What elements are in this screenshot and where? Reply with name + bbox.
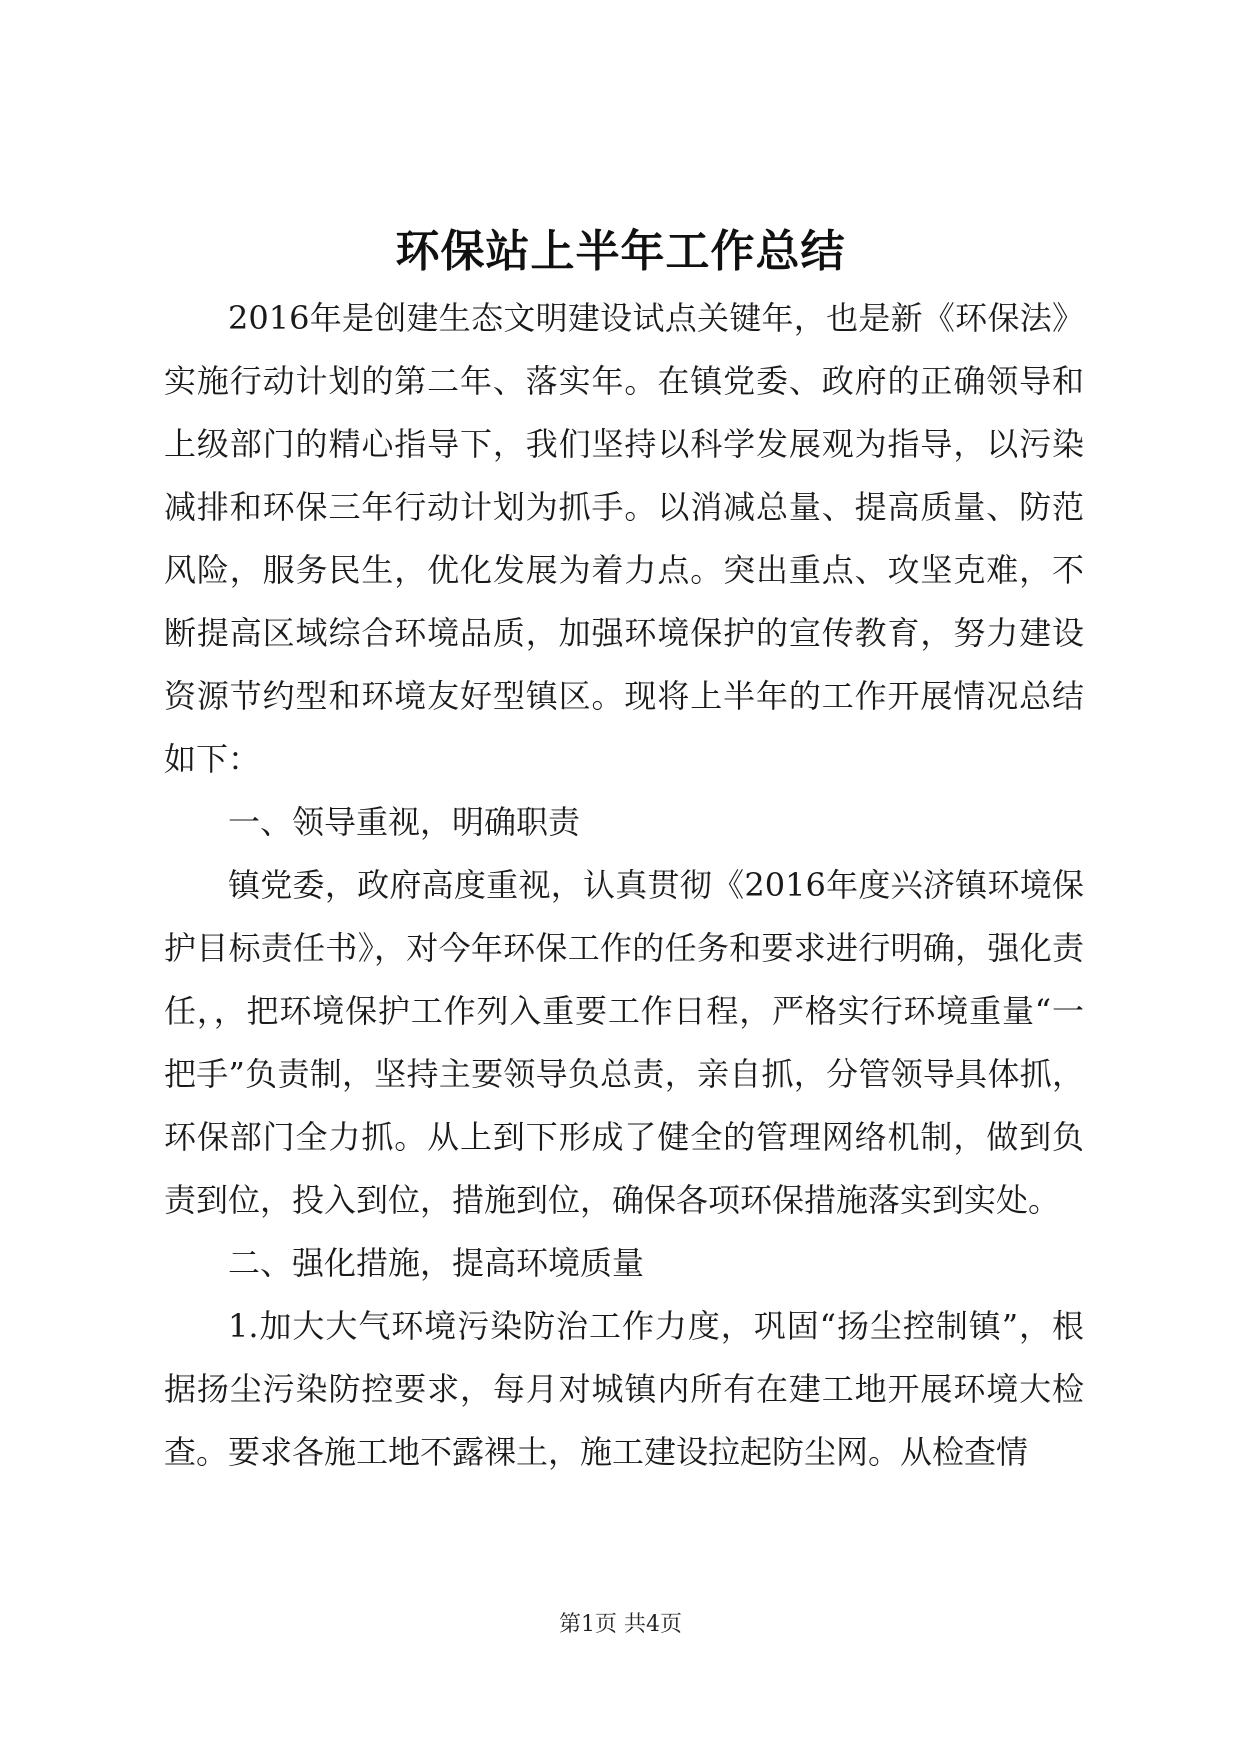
section-heading-1: 一、领导重视，明确职责	[228, 803, 581, 841]
document-title: 环保站上半年工作总结	[395, 226, 846, 277]
document-body	[164, 287, 1084, 1484]
section-1-paragraph: 镇党委，政府高度重视，认真贯彻《2016年度兴济镇环境保护目标责任书》，对今年环保工作的任务和要求进行明确，强化责任，，把环境保护工作列入重要工作日程，严格实行环境重量“一把手”负责制，坚持主要领导负总责，亲自抓，分管领导具体抓，环保部门全力抓。从上到下形成了健全的管理网络机制，做到负责到位，投入到位，措施到位，确保各项环保措施落实到实处。	[164, 866, 1084, 1219]
section-2-paragraph: 1.加大大气环境污染防治工作力度，巩固“扬尘控制镇”，根据扬尘污染防控要求，每月对城镇内所有在建工地开展环境大检查。要求各施工地不露裸土，施工建设拉起防尘网。从检查情	[164, 1307, 1084, 1471]
intro-paragraph: 2016年是创建生态文明建设试点关键年，也是新《环保法》实施行动计划的第二年、落实年。在镇党委、政府的正确领导和上级部门的精心指导下，我们坚持以科学发展观为指导，以污染减排和环保三年行动计划为抓手。以消减总量、提高质量、防范风险，服务民生，优化发展为着力点。突出重点、攻坚克难，不断提高区域综合环境品质，加强环境保护的宣传教育，努力建设资源节约型和环境友好型镇区。现将上半年的工作开展情况总结如下：	[164, 299, 1084, 778]
section-heading-2: 二、强化措施，提高环境质量	[228, 1244, 645, 1282]
page-footer: 第1页 共4页	[559, 1612, 682, 1637]
